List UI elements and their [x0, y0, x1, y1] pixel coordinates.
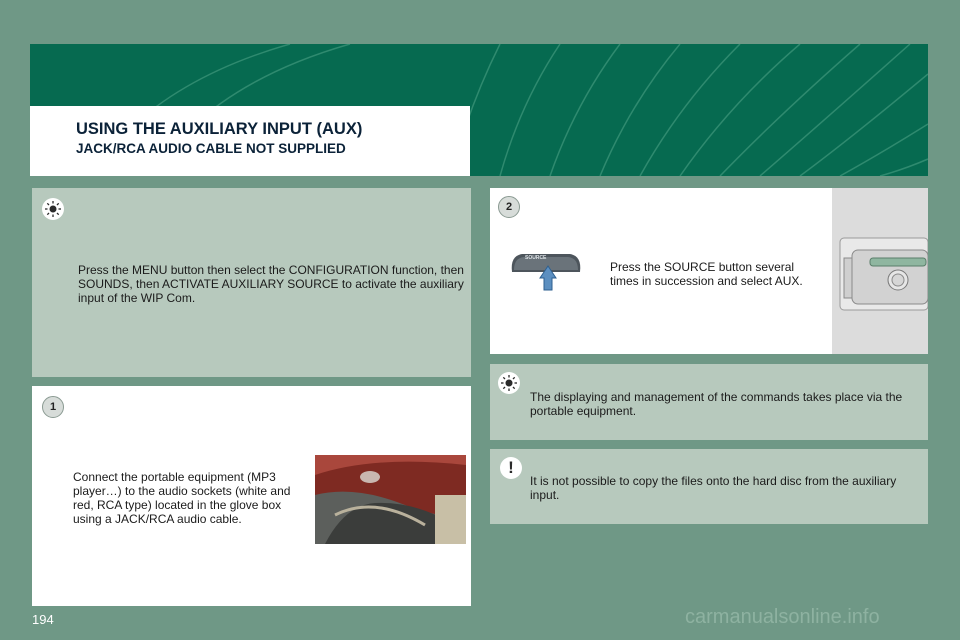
glove-box-photo: [315, 455, 466, 544]
source-panel: [490, 188, 928, 354]
step-badge-2: 2: [498, 196, 520, 218]
config-instructions: Press the MENU button then select the CONFIGURATION function, then SOUNDS, then ACTIVATE AUXILIARY SOURCE to activate the auxiliary input of the WIP Com.: [78, 263, 464, 305]
display-note-text: The displaying and management of the commands takes place via the portable equipment.: [530, 390, 903, 418]
warning-text: It is not possible to copy the files onto the hard disc from the auxiliary input.: [530, 474, 897, 502]
page-subtitle: JACK/RCA AUDIO CABLE NOT SUPPLIED: [76, 141, 346, 156]
warning-icon: !: [500, 457, 522, 479]
sun-icon: [42, 198, 64, 220]
step-badge-1: 1: [42, 396, 64, 418]
source-button-label: SOURCE: [525, 255, 547, 261]
watermark: carmanualsonline.info: [685, 606, 880, 628]
page-number: 194: [32, 612, 54, 627]
connect-instructions: Connect the portable equipment (MP3 player…) to the audio sockets (white and red, RCA type) located in the glove box using a JACK/RCA audio cable.: [73, 470, 291, 526]
radio-unit-illustration: [832, 188, 928, 354]
page-title: USING THE AUXILIARY INPUT (AUX): [76, 120, 363, 138]
display-note-panel: [490, 364, 928, 440]
config-panel: [32, 188, 471, 377]
title-box: [30, 106, 470, 176]
connect-panel: [32, 386, 471, 606]
source-instructions: Press the SOURCE button several times in succession and select AUX.: [610, 260, 803, 288]
sun-icon: [498, 372, 520, 394]
warning-panel: [490, 449, 928, 524]
